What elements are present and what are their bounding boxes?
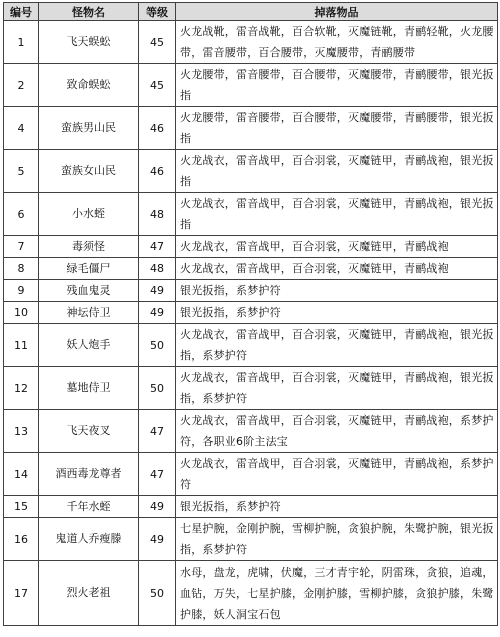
row-drops: 火龙战衣，雷音战甲，百合羽裳，灭魔链甲，青鹂战袍，银光扳指，系梦护符 (176, 324, 498, 367)
row-level: 47 (139, 453, 176, 496)
row-drops: 水母，盘龙，虎啸，伏魔，三才青宇轮，阴雷珠，贪狼，追魂，血钻，万失，七星护膝，金刚护膝，雪柳护膝，贪狼护膝，朱鹭护膝，妖人洞宝石包 (176, 561, 498, 626)
row-monster-name-text: 烈火老祖 (66, 586, 111, 599)
row-id: 13 (4, 410, 39, 453)
table-row (4, 64, 498, 107)
table-row (4, 367, 498, 410)
table-row (4, 324, 498, 367)
row-monster-name-text: 蛮族女山民 (61, 164, 116, 177)
table-row (4, 302, 498, 324)
row-monster-name (39, 518, 139, 561)
row-level: 49 (139, 302, 176, 324)
row-monster-name (39, 236, 139, 258)
header-monster-name: 怪物名 (39, 3, 139, 21)
row-level: 49 (139, 518, 176, 561)
row-id: 15 (4, 496, 39, 518)
header-id: 编号 (4, 3, 39, 21)
row-monster-name-text: 致命蜈蚣 (66, 78, 111, 91)
row-level: 46 (139, 150, 176, 193)
row-monster-name (39, 302, 139, 324)
row-id: 10 (4, 302, 39, 324)
row-id: 7 (4, 236, 39, 258)
row-monster-name (39, 150, 139, 193)
row-monster-name (39, 64, 139, 107)
row-drops: 火龙战衣，雷音战甲，百合羽裳，灭魔链甲，青鹂战袍 (176, 236, 498, 258)
row-monster-name-text: 千年水蛭 (66, 499, 111, 513)
row-level: 50 (139, 561, 176, 626)
header-drops: 掉落物品 (176, 3, 498, 21)
table-row (4, 561, 498, 626)
row-monster-name-text: 飞天蜈蚣 (66, 35, 111, 48)
row-id: 12 (4, 367, 39, 410)
row-level: 46 (139, 107, 176, 150)
table-row (4, 496, 498, 518)
row-drops: 火龙战靴，雷音战靴，百合软靴，灭魔链靴，青鹂轻靴，火龙腰带，雷音腰带，百合腰带，灭魔腰带，青鹂腰带 (176, 21, 498, 64)
row-id: 8 (4, 258, 39, 280)
row-drops: 银光扳指，系梦护符 (176, 280, 498, 302)
table-row (4, 453, 498, 496)
row-id: 2 (4, 64, 39, 107)
row-id: 9 (4, 280, 39, 302)
row-monster-name (39, 496, 139, 518)
row-monster-name-text: 酒西毒龙尊者 (55, 467, 122, 480)
row-monster-name (39, 280, 139, 302)
table-row (4, 193, 498, 236)
row-monster-name-text: 小水蛭 (72, 207, 105, 220)
row-monster-name (39, 324, 139, 367)
row-level: 50 (139, 324, 176, 367)
header-level: 等级 (139, 3, 176, 21)
row-level: 47 (139, 236, 176, 258)
row-level: 45 (139, 21, 176, 64)
row-level: 47 (139, 410, 176, 453)
row-monster-name-text: 毒须怪 (72, 239, 105, 253)
row-monster-name-text: 神坛侍卫 (66, 305, 111, 319)
row-drops: 火龙腰带，雷音腰带，百合腰带，灭魔腰带，青鹂腰带，银光扳指 (176, 107, 498, 150)
row-monster-name (39, 410, 139, 453)
row-id: 5 (4, 150, 39, 193)
row-monster-name (39, 453, 139, 496)
row-monster-name-text: 飞天夜叉 (66, 424, 111, 437)
row-level: 45 (139, 64, 176, 107)
row-monster-name-text: 墓地侍卫 (66, 381, 111, 394)
row-id: 11 (4, 324, 39, 367)
table-row (4, 236, 498, 258)
table-row (4, 280, 498, 302)
row-monster-name (39, 367, 139, 410)
table-header-row (4, 3, 498, 21)
row-id: 16 (4, 518, 39, 561)
row-level: 50 (139, 367, 176, 410)
row-drops: 火龙战衣，雷音战甲，百合羽裳，灭魔链甲，青鹂战袍，银光扳指，系梦护符 (176, 367, 498, 410)
row-level: 48 (139, 258, 176, 280)
row-drops: 银光扳指，系梦护符 (176, 302, 498, 324)
row-monster-name (39, 258, 139, 280)
row-drops: 银光扳指，系梦护符 (176, 496, 498, 518)
row-drops: 七星护腕，金刚护腕，雪柳护腕，贪狼护腕，朱鹭护腕，银光扳指，系梦护符 (176, 518, 498, 561)
table-row (4, 150, 498, 193)
row-level: 49 (139, 496, 176, 518)
table-row (4, 258, 498, 280)
table-row (4, 21, 498, 64)
row-drops: 火龙战衣，雷音战甲，百合羽裳，灭魔链甲，青鹂战袍 (176, 258, 498, 280)
row-drops: 火龙战衣，雷音战甲，百合羽裳，灭魔链甲，青鹂战袍，系梦护符，各职业6阶主法宝 (176, 410, 498, 453)
row-monster-name (39, 21, 139, 64)
row-monster-name-text: 绿毛僵尸 (66, 261, 111, 275)
row-level: 49 (139, 280, 176, 302)
row-monster-name (39, 107, 139, 150)
row-id: 14 (4, 453, 39, 496)
row-id: 17 (4, 561, 39, 626)
row-drops: 火龙腰带，雷音腰带，百合腰带，灭魔腰带，青鹂腰带，银光扳指 (176, 64, 498, 107)
table-row (4, 518, 498, 561)
table-row (4, 410, 498, 453)
row-monster-name-text: 残血鬼灵 (66, 283, 111, 297)
row-level: 48 (139, 193, 176, 236)
row-drops: 火龙战衣，雷音战甲，百合羽裳，灭魔链甲，青鹂战袍，银光扳指 (176, 150, 498, 193)
table-row (4, 107, 498, 150)
row-drops: 火龙战衣，雷音战甲，百合羽裳，灭魔链甲，青鹂战袍，系梦护符 (176, 453, 498, 496)
row-id: 6 (4, 193, 39, 236)
row-id: 4 (4, 107, 39, 150)
row-monster-name-text: 鬼道人乔瘦滕 (55, 532, 122, 545)
row-monster-name (39, 561, 139, 626)
monster-drop-table (3, 2, 498, 626)
row-drops: 火龙战衣，雷音战甲，百合羽裳，灭魔链甲，青鹂战袍，银光扳指 (176, 193, 498, 236)
row-monster-name-text: 蛮族男山民 (61, 121, 116, 134)
row-id: 1 (4, 21, 39, 64)
row-monster-name-text: 妖人炮手 (66, 338, 111, 351)
row-monster-name (39, 193, 139, 236)
